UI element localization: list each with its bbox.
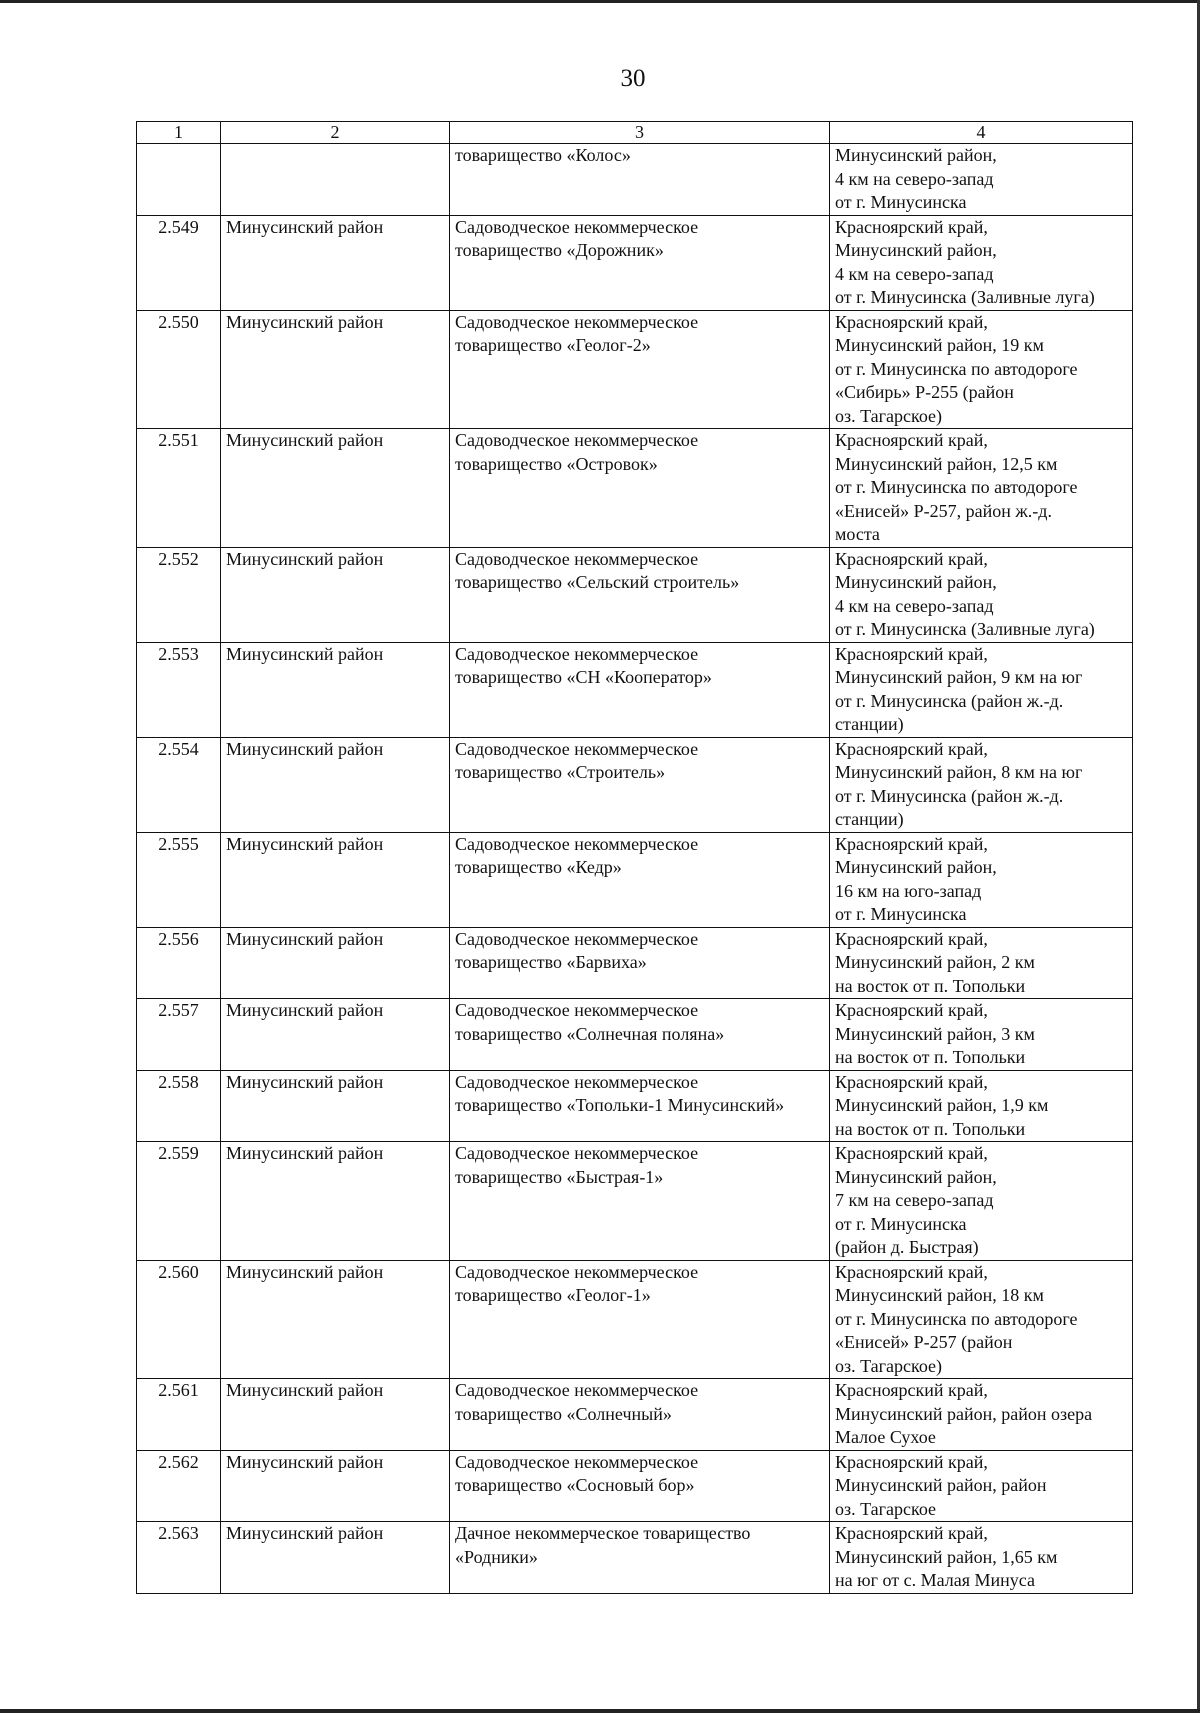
table-row — [137, 1142, 1133, 1261]
location-cell: Красноярский край, Минусинский район, 3 км на восток от п. Топольки — [830, 999, 1133, 1071]
page-number: 30 — [620, 65, 646, 92]
table-row — [137, 1522, 1133, 1594]
row-number: 2.554 — [137, 737, 221, 832]
location-cell: Красноярский край, Минусинский район, 4 км на северо-запад от г. Минусинска (Заливные луга) — [830, 547, 1133, 642]
organization-name-cell: Садоводческое некоммерческое товарищество «Сельский строитель» — [450, 547, 830, 642]
location-cell: Красноярский край, Минусинский район, 12,5 км от г. Минусинска по автодороге «Енисей» Р-257, район ж.-д. моста — [830, 429, 1133, 548]
organization-name-cell: Садоводческое некоммерческое товарищество «Солнечная поляна» — [450, 999, 830, 1071]
column-header-2: 2 — [221, 122, 450, 144]
row-number: 2.549 — [137, 215, 221, 310]
table-row — [137, 1450, 1133, 1522]
row-number: 2.561 — [137, 1379, 221, 1451]
row-number: 2.552 — [137, 547, 221, 642]
district-cell: Минусинский район — [221, 1522, 450, 1594]
location-cell: Красноярский край, Минусинский район, 1,65 км на юг от с. Малая Минуса — [830, 1522, 1133, 1594]
organization-name-cell: Садоводческое некоммерческое товарищество «Дорожник» — [450, 215, 830, 310]
organization-name-cell: Садоводческое некоммерческое товарищество «Топольки-1 Минусинский» — [450, 1070, 830, 1142]
table-row — [137, 1070, 1133, 1142]
location-cell: Красноярский край, Минусинский район, район оз. Тагарское — [830, 1450, 1133, 1522]
organization-name-cell: Садоводческое некоммерческое товарищество «Барвиха» — [450, 927, 830, 999]
table-row — [137, 1379, 1133, 1451]
table-row — [137, 215, 1133, 310]
table-row — [137, 642, 1133, 737]
row-number: 2.559 — [137, 1142, 221, 1261]
organization-name-cell: Садоводческое некоммерческое товарищество «Солнечный» — [450, 1379, 830, 1451]
organization-name-cell: Садоводческое некоммерческое товарищество «Островок» — [450, 429, 830, 548]
location-cell: Красноярский край, Минусинский район, 19 км от г. Минусинска по автодороге «Сибирь» Р-255 (район оз. Тагарское) — [830, 310, 1133, 429]
scan-bottom-edge — [0, 1709, 1200, 1713]
organization-name-cell: товарищество «Колос» — [450, 144, 830, 216]
location-cell: Красноярский край, Минусинский район, 1,9 км на восток от п. Топольки — [830, 1070, 1133, 1142]
organization-name-cell: Садоводческое некоммерческое товарищество «Кедр» — [450, 832, 830, 927]
location-cell: Красноярский край, Минусинский район, 7 км на северо-запад от г. Минусинска (район д. Быстрая) — [830, 1142, 1133, 1261]
row-number: 2.553 — [137, 642, 221, 737]
organization-name-cell: Дачное некоммерческое товарищество «Родники» — [450, 1522, 830, 1594]
table-row — [137, 310, 1133, 429]
table-row — [137, 832, 1133, 927]
row-number: 2.550 — [137, 310, 221, 429]
district-cell: Минусинский район — [221, 999, 450, 1071]
district-cell: Минусинский район — [221, 927, 450, 999]
district-cell: Минусинский район — [221, 737, 450, 832]
row-number — [137, 144, 221, 216]
district-cell: Минусинский район — [221, 832, 450, 927]
row-number: 2.556 — [137, 927, 221, 999]
organization-name-cell: Садоводческое некоммерческое товарищество «Быстрая-1» — [450, 1142, 830, 1261]
district-cell: Минусинский район — [221, 642, 450, 737]
row-number: 2.562 — [137, 1450, 221, 1522]
table-row — [137, 999, 1133, 1071]
location-cell: Красноярский край, Минусинский район, 9 км на юг от г. Минусинска (район ж.-д. станции) — [830, 642, 1133, 737]
row-number: 2.555 — [137, 832, 221, 927]
district-cell: Минусинский район — [221, 1260, 450, 1379]
district-cell: Минусинский район — [221, 1450, 450, 1522]
district-cell — [221, 144, 450, 216]
table-row — [137, 927, 1133, 999]
scan-top-edge — [0, 0, 1200, 3]
location-cell: Красноярский край, Минусинский район, 18 км от г. Минусинска по автодороге «Енисей» Р-257 (район оз. Тагарское) — [830, 1260, 1133, 1379]
district-cell: Минусинский район — [221, 1142, 450, 1261]
organization-name-cell: Садоводческое некоммерческое товарищество «Геолог-1» — [450, 1260, 830, 1379]
district-cell: Минусинский район — [221, 547, 450, 642]
column-header-1: 1 — [137, 122, 221, 144]
district-cell: Минусинский район — [221, 215, 450, 310]
registry-table — [136, 121, 1133, 1594]
organization-name-cell: Садоводческое некоммерческое товарищество «СН «Кооператор» — [450, 642, 830, 737]
location-cell: Красноярский край, Минусинский район, 8 км на юг от г. Минусинска (район ж.-д. станции) — [830, 737, 1133, 832]
district-cell: Минусинский район — [221, 429, 450, 548]
table-header-row — [137, 122, 1133, 144]
district-cell: Минусинский район — [221, 1070, 450, 1142]
organization-name-cell: Садоводческое некоммерческое товарищество «Сосновый бор» — [450, 1450, 830, 1522]
location-cell: Красноярский край, Минусинский район, район озера Малое Сухое — [830, 1379, 1133, 1451]
table-body — [137, 144, 1133, 1594]
table-row — [137, 429, 1133, 548]
organization-name-cell: Садоводческое некоммерческое товарищество «Строитель» — [450, 737, 830, 832]
location-cell: Красноярский край, Минусинский район, 16 км на юго-запад от г. Минусинска — [830, 832, 1133, 927]
row-number: 2.558 — [137, 1070, 221, 1142]
row-number: 2.563 — [137, 1522, 221, 1594]
organization-name-cell: Садоводческое некоммерческое товарищество «Геолог-2» — [450, 310, 830, 429]
column-header-3: 3 — [450, 122, 830, 144]
location-cell: Красноярский край, Минусинский район, 2 км на восток от п. Топольки — [830, 927, 1133, 999]
table-row — [137, 144, 1133, 216]
row-number: 2.560 — [137, 1260, 221, 1379]
table-row — [137, 737, 1133, 832]
row-number: 2.557 — [137, 999, 221, 1071]
table-row — [137, 1260, 1133, 1379]
table-row — [137, 547, 1133, 642]
district-cell: Минусинский район — [221, 310, 450, 429]
location-cell: Минусинский район, 4 км на северо-запад от г. Минусинска — [830, 144, 1133, 216]
district-cell: Минусинский район — [221, 1379, 450, 1451]
row-number: 2.551 — [137, 429, 221, 548]
location-cell: Красноярский край, Минусинский район, 4 км на северо-запад от г. Минусинска (Заливные луга) — [830, 215, 1133, 310]
column-header-4: 4 — [830, 122, 1133, 144]
